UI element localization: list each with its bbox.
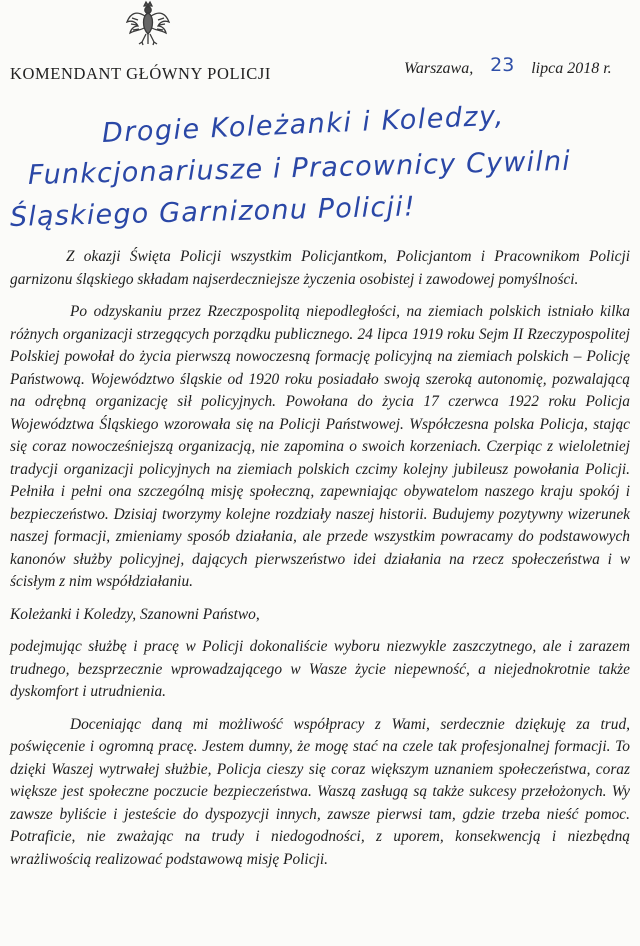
handwritten-greeting-line-3: Śląskiego Garnizonu Policji! <box>9 191 417 233</box>
polish-eagle-emblem-icon <box>124 0 172 46</box>
paragraph-history: Po odzyskaniu przez Rzeczpospolitą niepodległości, na ziemiach polskich istniało kilka różnych organizacji strzegących porządku publicznego. 24 lipca 1919 roku Sejm II Rzeczypospolitej Polskiej powołał do życia pierwszą nowoczesną formację policyjną na ziemiach polskich – Policję Państwową. Województwo śląskie od 1920 roku posiadało swoją szeroką autonomię, pozwalającą na odrębną organizację sił policyjnych. Powołana do życia 17 czerwca 1922 roku Policja Województwa Śląskiego wzorowała się na Policji Państwowej. Współczesna polska Policja, stając się coraz nowocześniejszą organizacją, nie zapomina o swoich korzeniach. Czerpiąc z wieloletniej tradycji organizacji policyjnych na ziemiach polskich czcimy kolejny jubileusz powołania Policji. Pełniła i pełni ona szczególną misję społeczną, zapewniając obywatelom naszego kraju spokój i bezpieczeństwo. Dzisiaj tworzymy kolejne rozdziały naszej historii. Budujemy pozytywny wizerunek naszej formacji, zmieniamy sposób działania, ale przede wszystkim powracamy do podstawowych kanonów służby policyjnej, dających pierwszeństwo idei działania na rzecz społeczeństwa i w ścisłym z nim współdziałaniu. <box>10 303 630 590</box>
paragraph-service: podejmując służbę i pracę w Policji dokonaliście wyboru niezwykle zaszczytnego, ale i zarazem trudnego, bezsprzecznie wprowadzającego w Wasze życie niepewność, a niejednokrotnie także dyskomfort i utrudnienia. <box>10 638 630 700</box>
city: Warszawa, <box>404 60 474 77</box>
handwritten-day: 23 <box>490 54 515 76</box>
handwritten-greeting-line-2: Funkcjonariusze i Pracownicy Cywilni <box>27 145 572 191</box>
handwritten-greeting-line-1: Drogie Koleżanki i Koledzy, <box>101 100 506 149</box>
letter-body <box>10 246 630 881</box>
dateline <box>404 56 612 78</box>
issuer-heading: KOMENDANT GŁÓWNY POLICJI <box>10 64 271 83</box>
month-year: lipca 2018 r. <box>531 60 612 77</box>
paragraph-opening: Z okazji Święta Policji wszystkim Policjantkom, Policjantom i Pracownikom Policji garnizonu śląskiego składam najserdeczniejsze życzenia osobistej i zawodowej pomyślności. <box>10 248 630 288</box>
paragraph-address: Koleżanki i Koledzy, Szanowni Państwo, <box>10 605 260 623</box>
paragraph-thanks: Doceniając daną mi możliwość współpracy z Wami, serdecznie dziękuję za trud, poświęcenie i ogromną pracę. Jestem dumny, że mogę stać na czele tak profesjonalnej formacji. To dzięki Waszej wytrwałej służbie, Policja cieszy się coraz większym uznaniem społeczeństwa, coraz większe jest społeczne poczucie bezpieczeństwa. Waszą zasługą są także sukcesy przełożonych. Wy zawsze byliście i jesteście do dyspozycji innych, zawsze pierwsi tam, gdzie trzeba nieść pomoc. Potraficie, nie zważając na trudy i niedogodności, z uporem, konsekwencją i niezbędną wrażliwością realizować podstawową misję Policji. <box>10 715 630 868</box>
